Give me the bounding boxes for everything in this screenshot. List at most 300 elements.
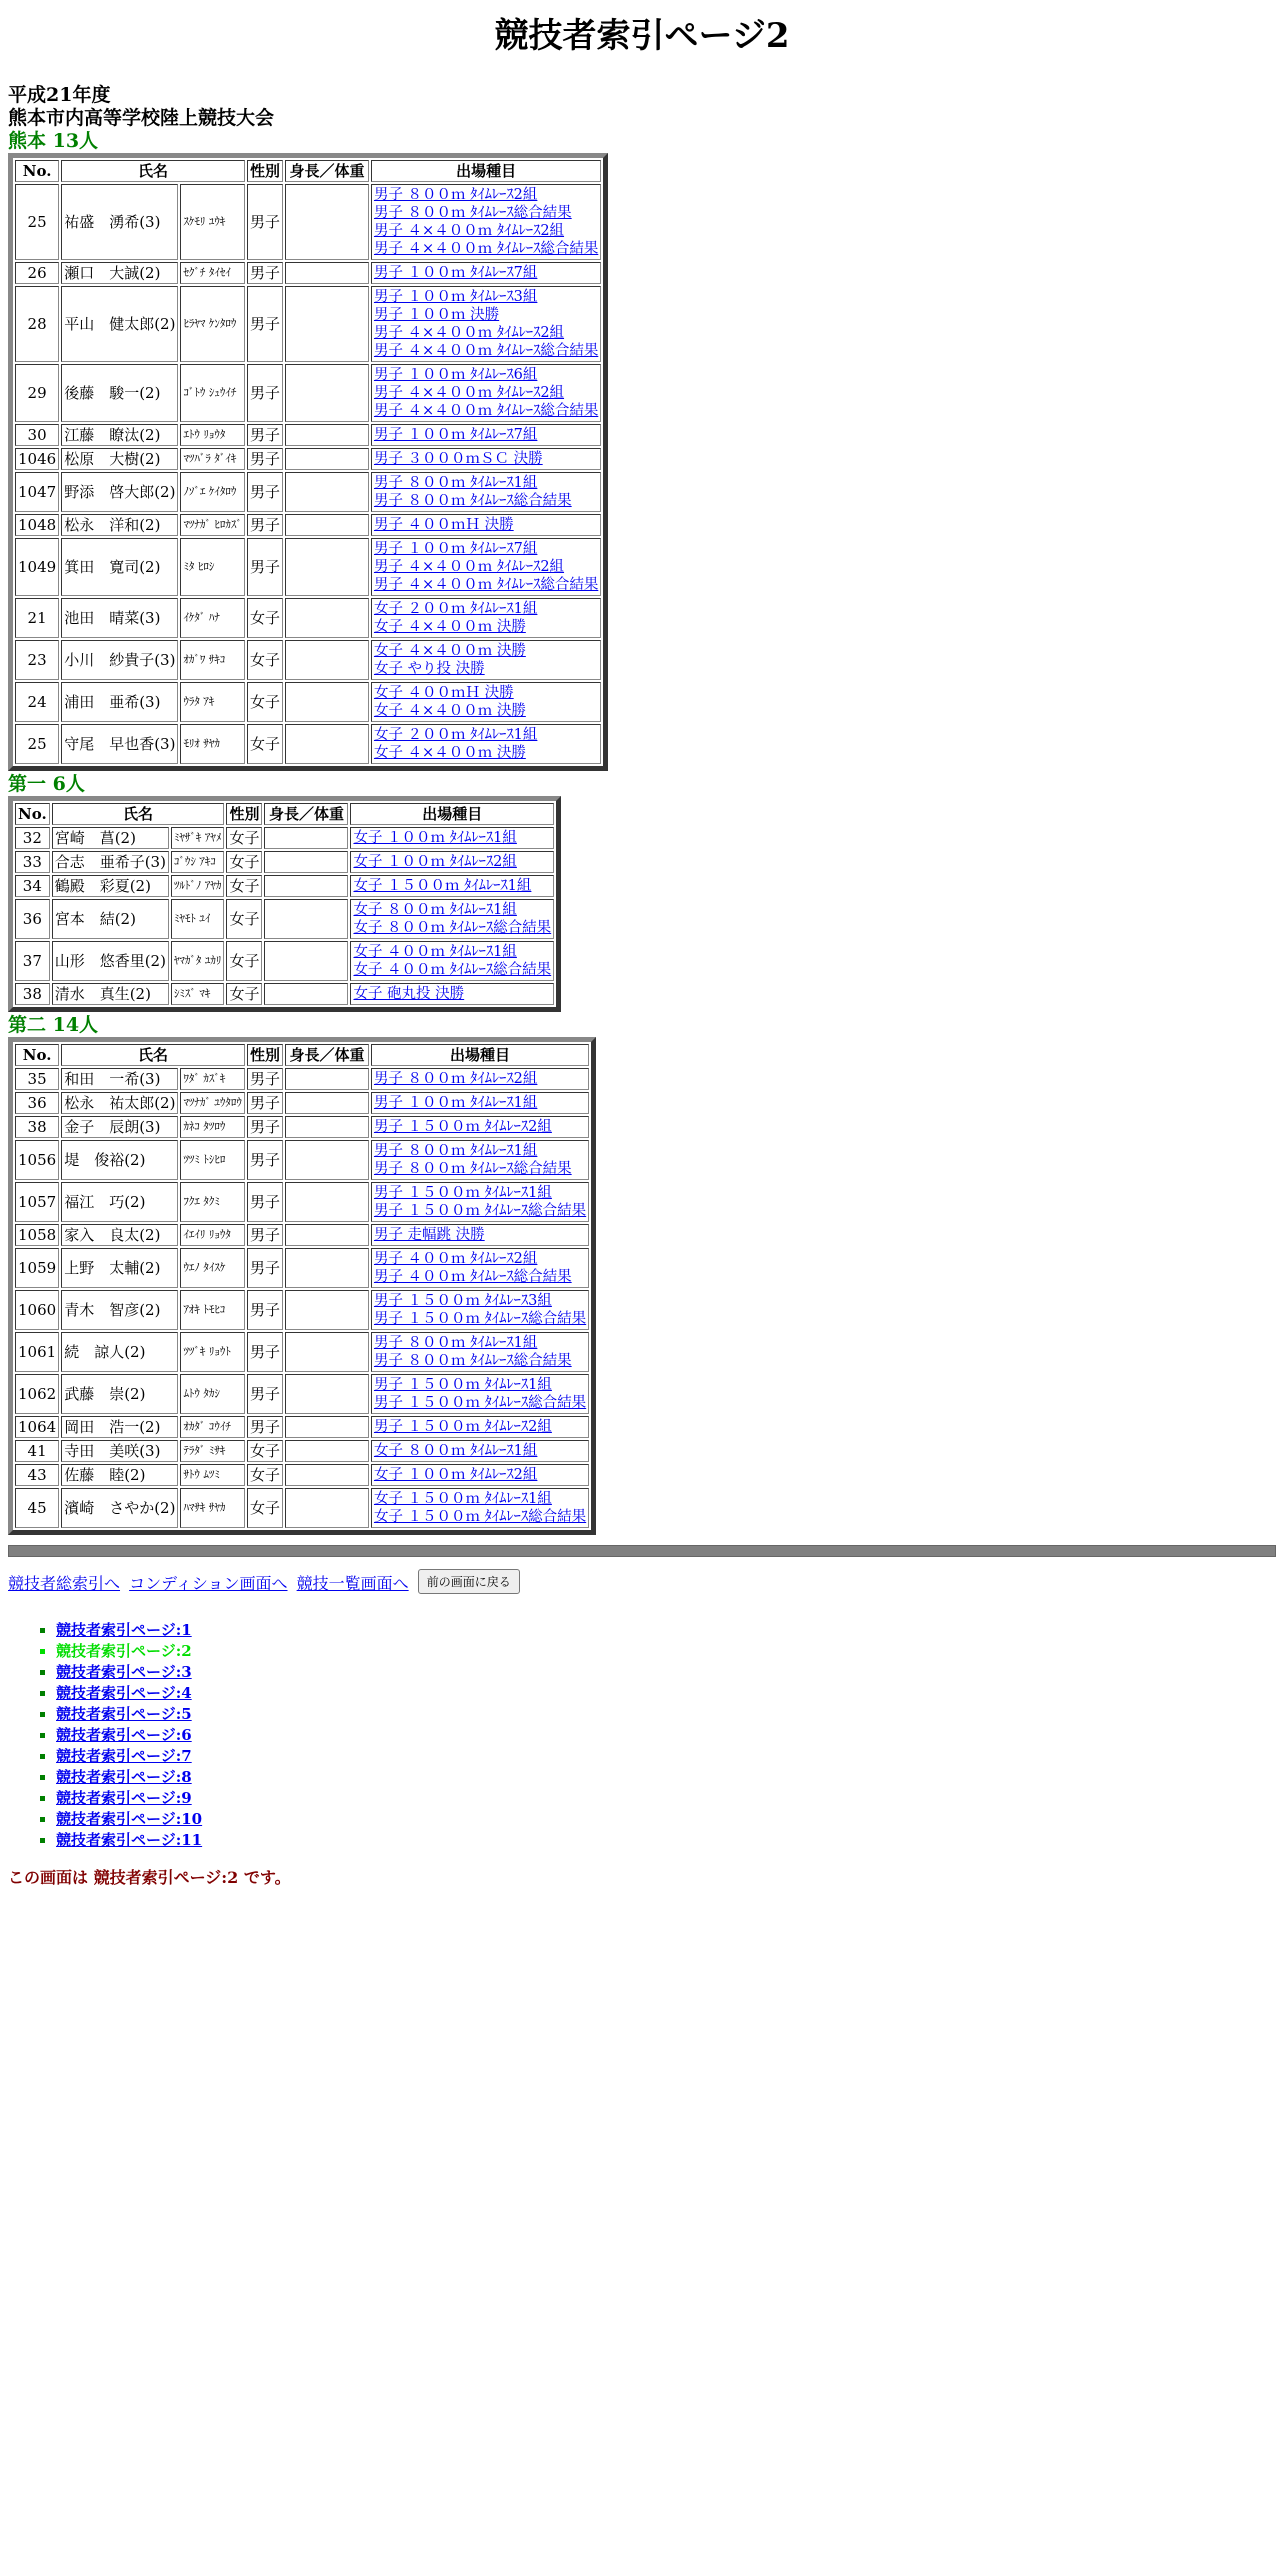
athlete-name: 福江 巧(2) xyxy=(61,1182,178,1222)
page-list-item[interactable] xyxy=(56,1683,1276,1704)
table-row xyxy=(15,262,601,284)
header-row xyxy=(15,803,554,825)
table-row xyxy=(15,1290,589,1330)
height-weight-cell xyxy=(285,1290,369,1330)
height-weight-cell xyxy=(285,1140,369,1180)
event-link[interactable]: 女子 ４００ｍ ﾀｲﾑﾚｰｽ1組 xyxy=(353,944,517,960)
height-weight-cell xyxy=(285,286,369,362)
athlete-kana: ﾋﾗﾔﾏ ｹﾝﾀﾛｳ xyxy=(180,286,245,362)
athlete-number: 23 xyxy=(15,640,59,680)
athlete-name: 祐盛 湧希(3) xyxy=(61,184,178,260)
page-list-item[interactable] xyxy=(56,1662,1276,1683)
event-link[interactable]: 男子 ８００ｍ ﾀｲﾑﾚｰｽ2組 xyxy=(373,1071,538,1087)
athlete-name: 宮本 結(2) xyxy=(52,899,169,939)
event-link[interactable]: 男子 ４×４００ｍ ﾀｲﾑﾚｰｽ2組 xyxy=(373,223,565,239)
page-link[interactable]: 競技者索引ページ:9 xyxy=(56,1789,192,1807)
table-row xyxy=(15,1140,589,1180)
athlete-kana: ｳﾗﾀ ｱｷ xyxy=(180,682,245,722)
team-label: 熊本 13人 xyxy=(8,130,99,152)
athlete-sex: 女子 xyxy=(247,640,283,680)
height-weight-cell xyxy=(285,514,369,536)
athlete-kana: ﾜﾀﾞ ｶｽﾞｷ xyxy=(180,1068,245,1090)
column-header: 身長／体重 xyxy=(285,160,369,182)
event-link[interactable]: 男子 １００ｍ 決勝 xyxy=(373,307,500,323)
athlete-sex: 男子 xyxy=(247,364,283,422)
athlete-name: 瀬口 大誠(2) xyxy=(61,262,178,284)
column-header: No. xyxy=(15,1044,59,1066)
athlete-number: 36 xyxy=(15,899,50,939)
height-weight-cell xyxy=(264,899,348,939)
table-row xyxy=(15,286,601,362)
table-row xyxy=(15,514,601,536)
event-link[interactable]: 男子 ４×４００ｍ ﾀｲﾑﾚｰｽ総合結果 xyxy=(373,241,599,257)
athlete-kana: ｳｴﾉ ﾀｲｽｹ xyxy=(180,1248,245,1288)
athlete-kana: ﾌｸｴ ﾀｸﾐ xyxy=(180,1182,245,1222)
events-cell xyxy=(371,538,601,596)
year-label: 平成21年度 xyxy=(8,84,111,106)
link-condition[interactable]: コンディション画面へ xyxy=(129,1574,288,1593)
table-row xyxy=(15,184,601,260)
page-list xyxy=(8,1620,1276,1851)
events-cell xyxy=(371,514,601,536)
athlete-number: 1061 xyxy=(15,1332,59,1372)
page-list-item[interactable] xyxy=(56,1767,1276,1788)
table-row xyxy=(15,1464,589,1486)
page-list-item[interactable] xyxy=(56,1830,1276,1851)
athlete-sex: 女子 xyxy=(247,1440,283,1462)
events-cell xyxy=(371,1374,589,1414)
teams-container xyxy=(8,130,1276,1535)
athlete-name: 寺田 美咲(3) xyxy=(61,1440,178,1462)
athlete-number: 30 xyxy=(15,424,59,446)
link-all-index[interactable]: 競技者総索引へ xyxy=(8,1574,121,1593)
event-link[interactable]: 男子 １５００ｍ ﾀｲﾑﾚｰｽ総合結果 xyxy=(373,1395,587,1411)
athlete-sex: 男子 xyxy=(247,1116,283,1138)
athlete-number: 24 xyxy=(15,682,59,722)
athlete-kana: ﾐﾔﾓﾄ ﾕｲ xyxy=(171,899,225,939)
events-cell xyxy=(350,875,554,897)
athlete-kana: ﾑﾄｳ ﾀｶｼ xyxy=(180,1374,245,1414)
athlete-number: 25 xyxy=(15,184,59,260)
height-weight-cell xyxy=(285,1068,369,1090)
events-cell xyxy=(371,472,601,512)
athlete-name: 合志 亜希子(3) xyxy=(52,851,169,873)
athlete-number: 1059 xyxy=(15,1248,59,1288)
table-row xyxy=(15,983,554,1005)
athlete-number: 1057 xyxy=(15,1182,59,1222)
athlete-sex: 女子 xyxy=(226,899,262,939)
athlete-number: 1056 xyxy=(15,1140,59,1180)
event-link[interactable]: 男子 １００ｍ ﾀｲﾑﾚｰｽ7組 xyxy=(373,427,538,443)
athlete-kana: ﾏﾂﾅｶﾞ ﾋﾛｶｽﾞ xyxy=(180,514,245,536)
event-link[interactable]: 男子 ４００ｍＨ 決勝 xyxy=(373,517,514,533)
athlete-sex: 男子 xyxy=(247,448,283,470)
athlete-number: 1047 xyxy=(15,472,59,512)
athlete-name: 松永 洋和(2) xyxy=(61,514,178,536)
event-link[interactable]: 女子 ４×４００ｍ 決勝 xyxy=(373,643,526,659)
events-cell xyxy=(350,827,554,849)
table-row xyxy=(15,640,601,680)
page-list-item: ▪ 競技者索引ページ:2 xyxy=(56,1641,1276,1662)
page-link[interactable]: 競技者索引ページ:5 xyxy=(56,1705,192,1723)
athlete-sex: 男子 xyxy=(247,1224,283,1246)
event-link[interactable]: 男子 ４００ｍ ﾀｲﾑﾚｰｽ2組 xyxy=(373,1251,538,1267)
events-cell xyxy=(371,448,601,470)
page-link[interactable]: 競技者索引ページ:10 xyxy=(56,1810,203,1828)
event-link[interactable]: 男子 １５００ｍ ﾀｲﾑﾚｰｽ2組 xyxy=(373,1119,552,1135)
events-cell xyxy=(371,1248,589,1288)
athlete-sex: 男子 xyxy=(247,1068,283,1090)
table-row xyxy=(15,851,554,873)
height-weight-cell xyxy=(285,1440,369,1462)
athlete-number: 32 xyxy=(15,827,50,849)
athlete-kana: ﾊﾏｻｷ ｻﾔｶ xyxy=(180,1488,245,1528)
event-link[interactable]: 男子 １５００ｍ ﾀｲﾑﾚｰｽ総合結果 xyxy=(373,1203,587,1219)
event-link[interactable]: 男子 １００ｍ ﾀｲﾑﾚｰｽ3組 xyxy=(373,289,538,305)
height-weight-cell xyxy=(264,827,348,849)
events-cell xyxy=(371,1290,589,1330)
event-link[interactable]: 男子 １００ｍ ﾀｲﾑﾚｰｽ7組 xyxy=(373,541,538,557)
events-cell xyxy=(371,1182,589,1222)
team-table xyxy=(8,796,561,1012)
athlete-sex: 女子 xyxy=(226,983,262,1005)
athlete-number: 35 xyxy=(15,1068,59,1090)
athlete-sex: 男子 xyxy=(247,1374,283,1414)
page-list-item[interactable] xyxy=(56,1725,1276,1746)
event-link[interactable]: 女子 ８００ｍ ﾀｲﾑﾚｰｽ1組 xyxy=(353,902,517,918)
athlete-name: 松永 祐太郎(2) xyxy=(61,1092,178,1114)
event-link[interactable]: 女子 ４×４００ｍ 決勝 xyxy=(373,703,526,719)
event-link[interactable]: 女子 １００ｍ ﾀｲﾑﾚｰｽ2組 xyxy=(373,1467,538,1483)
table-row xyxy=(15,875,554,897)
event-link[interactable]: 女子 １００ｍ ﾀｲﾑﾚｰｽ1組 xyxy=(353,830,517,846)
athlete-number: 1046 xyxy=(15,448,59,470)
event-link[interactable]: 男子 ８００ｍ ﾀｲﾑﾚｰｽ総合結果 xyxy=(373,1353,572,1369)
athlete-number: 25 xyxy=(15,724,59,764)
event-link[interactable]: 女子 １５００ｍ ﾀｲﾑﾚｰｽ総合結果 xyxy=(373,1509,587,1525)
table-row xyxy=(15,364,601,422)
page-link[interactable]: 競技者索引ページ:8 xyxy=(56,1768,192,1786)
athlete-kana: ﾏﾂﾅｶﾞ ﾕｳﾀﾛｳ xyxy=(180,1092,245,1114)
athlete-name: 池田 晴菜(3) xyxy=(61,598,178,638)
athlete-number: 38 xyxy=(15,983,50,1005)
athlete-name: 浦田 亜希(3) xyxy=(61,682,178,722)
header-row xyxy=(15,160,601,182)
table-row xyxy=(15,941,554,981)
athlete-name: 和田 一希(3) xyxy=(61,1068,178,1090)
table-row xyxy=(15,827,554,849)
table-row xyxy=(15,899,554,939)
table-row xyxy=(15,1248,589,1288)
page-link[interactable]: 競技者索引ページ:7 xyxy=(56,1747,192,1765)
link-event-list[interactable]: 競技一覧画面へ xyxy=(296,1574,409,1593)
events-cell xyxy=(371,1332,589,1372)
table-row xyxy=(15,448,601,470)
event-link[interactable]: 男子 ８００ｍ ﾀｲﾑﾚｰｽ総合結果 xyxy=(373,205,572,221)
athlete-number: 1058 xyxy=(15,1224,59,1246)
column-header: 身長／体重 xyxy=(285,1044,369,1066)
events-cell xyxy=(371,682,601,722)
athlete-kana: ｵｶﾞﾜ ｻｷｺ xyxy=(180,640,245,680)
athlete-kana: ｶﾈｺ ﾀﾂﾛｳ xyxy=(180,1116,245,1138)
athlete-sex: 女子 xyxy=(247,1488,283,1528)
table-row xyxy=(15,1224,589,1246)
event-link[interactable]: 男子 １５００ｍ ﾀｲﾑﾚｰｽ1組 xyxy=(373,1185,552,1201)
events-cell xyxy=(350,851,554,873)
height-weight-cell xyxy=(285,682,369,722)
athlete-number: 34 xyxy=(15,875,50,897)
table-row xyxy=(15,1374,589,1414)
page-list-item[interactable] xyxy=(56,1788,1276,1809)
event-link[interactable]: 男子 ４×４００ｍ ﾀｲﾑﾚｰｽ総合結果 xyxy=(373,577,599,593)
height-weight-cell xyxy=(285,1182,369,1222)
athlete-kana: ﾐﾔｻﾞｷ ｱﾔﾒ xyxy=(171,827,225,849)
events-cell xyxy=(371,364,601,422)
column-header: 性別 xyxy=(247,1044,283,1066)
page-list-item[interactable] xyxy=(56,1746,1276,1767)
team-label: 第二 14人 xyxy=(8,1014,99,1036)
athlete-sex: 男子 xyxy=(247,538,283,596)
height-weight-cell xyxy=(285,1248,369,1288)
athlete-kana: ﾔﾏｶﾞﾀ ﾕｶﾘ xyxy=(171,941,225,981)
events-cell xyxy=(371,1092,589,1114)
table-row xyxy=(15,472,601,512)
athlete-name: 小川 紗貴子(3) xyxy=(61,640,178,680)
events-cell xyxy=(371,184,601,260)
page-link[interactable]: 競技者索引ページ:1 xyxy=(56,1621,192,1639)
event-link[interactable]: 男子 １００ｍ ﾀｲﾑﾚｰｽ6組 xyxy=(373,367,538,383)
events-cell xyxy=(371,1464,589,1486)
height-weight-cell xyxy=(264,875,348,897)
table-row xyxy=(15,682,601,722)
events-cell xyxy=(350,899,554,939)
events-cell xyxy=(371,286,601,362)
athlete-number: 41 xyxy=(15,1440,59,1462)
page-link[interactable]: 競技者索引ページ:3 xyxy=(56,1663,192,1681)
athlete-number: 21 xyxy=(15,598,59,638)
event-link[interactable]: 男子 ４×４００ｍ ﾀｲﾑﾚｰｽ総合結果 xyxy=(373,403,599,419)
athlete-name: 続 諒人(2) xyxy=(61,1332,178,1372)
table-row xyxy=(15,1488,589,1528)
column-header: 身長／体重 xyxy=(264,803,348,825)
table-row xyxy=(15,598,601,638)
athlete-number: 33 xyxy=(15,851,50,873)
athlete-kana: ｴﾄｳ ﾘｮｳﾀ xyxy=(180,424,245,446)
athlete-name: 家入 良太(2) xyxy=(61,1224,178,1246)
event-link[interactable]: 男子 ４×４００ｍ ﾀｲﾑﾚｰｽ総合結果 xyxy=(373,343,599,359)
athlete-number: 1060 xyxy=(15,1290,59,1330)
event-link[interactable]: 男子 ８００ｍ ﾀｲﾑﾚｰｽ1組 xyxy=(373,475,538,491)
table-row xyxy=(15,1332,589,1372)
nav-links xyxy=(8,1569,1276,1594)
event-link[interactable]: 女子 ８００ｍ ﾀｲﾑﾚｰｽ1組 xyxy=(373,1443,538,1459)
athlete-name: 上野 太輔(2) xyxy=(61,1248,178,1288)
athlete-sex: 女子 xyxy=(247,1464,283,1486)
page-list-item[interactable] xyxy=(56,1620,1276,1641)
athlete-sex: 男子 xyxy=(247,286,283,362)
athlete-sex: 男子 xyxy=(247,514,283,536)
event-link[interactable]: 男子 ８００ｍ ﾀｲﾑﾚｰｽ1組 xyxy=(373,1335,538,1351)
event-link[interactable]: 男子 ４×４００ｍ ﾀｲﾑﾚｰｽ2組 xyxy=(373,385,565,401)
event-link[interactable]: 男子 １５００ｍ ﾀｲﾑﾚｰｽ3組 xyxy=(373,1293,552,1309)
athlete-kana: ﾂﾂﾞｷ ﾘｮｳﾄ xyxy=(180,1332,245,1372)
athlete-sex: 女子 xyxy=(247,682,283,722)
event-link[interactable]: 男子 ４×４００ｍ ﾀｲﾑﾚｰｽ2組 xyxy=(373,325,565,341)
athlete-kana: ｺﾞｳｼ ｱｷｺ xyxy=(171,851,225,873)
athlete-sex: 女子 xyxy=(226,941,262,981)
event-link[interactable]: 女子 １５００ｍ ﾀｲﾑﾚｰｽ1組 xyxy=(353,878,532,894)
athlete-kana: ｻﾄｳ ﾑﾂﾐ xyxy=(180,1464,245,1486)
divider-bar xyxy=(8,1545,1276,1557)
table-row xyxy=(15,724,601,764)
athlete-name: 濱崎 さやか(2) xyxy=(61,1488,178,1528)
event-link[interactable]: 男子 １５００ｍ ﾀｲﾑﾚｰｽ2組 xyxy=(373,1419,552,1435)
table-row xyxy=(15,1182,589,1222)
athlete-sex: 男子 xyxy=(247,262,283,284)
page-link[interactable]: 競技者索引ページ:6 xyxy=(56,1726,192,1744)
athlete-number: 45 xyxy=(15,1488,59,1528)
events-cell xyxy=(350,983,554,1005)
athlete-name: 野添 啓大郎(2) xyxy=(61,472,178,512)
athlete-kana: ﾏﾂﾊﾞﾗ ﾀﾞｲｷ xyxy=(180,448,245,470)
events-cell xyxy=(371,1488,589,1528)
event-link[interactable]: 女子 １５００ｍ ﾀｲﾑﾚｰｽ1組 xyxy=(373,1491,552,1507)
event-link[interactable]: 男子 １００ｍ ﾀｲﾑﾚｰｽ1組 xyxy=(373,1095,538,1111)
column-header: 性別 xyxy=(247,160,283,182)
page-list-item[interactable] xyxy=(56,1809,1276,1830)
event-link[interactable]: 男子 走幅跳 決勝 xyxy=(373,1227,485,1243)
header-row xyxy=(15,1044,589,1066)
event-link[interactable]: 女子 ４００ｍ ﾀｲﾑﾚｰｽ総合結果 xyxy=(353,962,552,978)
athlete-kana: ﾐﾀ ﾋﾛｼ xyxy=(180,538,245,596)
athlete-name: 青木 智彦(2) xyxy=(61,1290,178,1330)
event-link[interactable]: 男子 ８００ｍ ﾀｲﾑﾚｰｽ総合結果 xyxy=(373,493,572,509)
event-link[interactable]: 男子 ８００ｍ ﾀｲﾑﾚｰｽ総合結果 xyxy=(373,1161,572,1177)
events-cell xyxy=(371,262,601,284)
athlete-sex: 女子 xyxy=(226,851,262,873)
event-link[interactable]: 女子 砲丸投 決勝 xyxy=(353,986,465,1002)
event-link[interactable]: 女子 ２００ｍ ﾀｲﾑﾚｰｽ1組 xyxy=(373,601,538,617)
event-link[interactable]: 男子 １００ｍ ﾀｲﾑﾚｰｽ7組 xyxy=(373,265,538,281)
athlete-kana: ﾃﾗﾀﾞ ﾐｻｷ xyxy=(180,1440,245,1462)
event-link[interactable]: 女子 ４×４００ｍ 決勝 xyxy=(373,745,526,761)
height-weight-cell xyxy=(285,1464,369,1486)
event-link[interactable]: 男子 １５００ｍ ﾀｲﾑﾚｰｽ1組 xyxy=(373,1377,552,1393)
table-row xyxy=(15,1092,589,1114)
athlete-name: 守尾 早也香(3) xyxy=(61,724,178,764)
athlete-sex: 男子 xyxy=(247,1248,283,1288)
height-weight-cell xyxy=(264,851,348,873)
event-link[interactable]: 女子 ２００ｍ ﾀｲﾑﾚｰｽ1組 xyxy=(373,727,538,743)
events-cell xyxy=(371,1416,589,1438)
table-row xyxy=(15,538,601,596)
height-weight-cell xyxy=(285,1332,369,1372)
events-cell xyxy=(350,941,554,981)
athlete-number: 38 xyxy=(15,1116,59,1138)
height-weight-cell xyxy=(264,983,348,1005)
event-link[interactable]: 女子 ４×４００ｍ 決勝 xyxy=(373,619,526,635)
height-weight-cell xyxy=(285,538,369,596)
event-link[interactable]: 女子 ８００ｍ ﾀｲﾑﾚｰｽ総合結果 xyxy=(353,920,552,936)
page-link[interactable]: 競技者索引ページ:11 xyxy=(56,1831,203,1849)
events-cell xyxy=(371,1224,589,1246)
page-title: 競技者索引ページ2 xyxy=(494,16,790,56)
team-table xyxy=(8,1037,596,1535)
table-row xyxy=(15,424,601,446)
athlete-kana: ｲｴｲﾘ ﾘｮｳﾀ xyxy=(180,1224,245,1246)
event-link[interactable]: 女子 １００ｍ ﾀｲﾑﾚｰｽ2組 xyxy=(353,854,517,870)
height-weight-cell xyxy=(285,1092,369,1114)
team-table xyxy=(8,153,608,771)
athlete-number: 1049 xyxy=(15,538,59,596)
athlete-name: 後藤 駿一(2) xyxy=(61,364,178,422)
athlete-sex: 男子 xyxy=(247,1290,283,1330)
height-weight-cell xyxy=(285,640,369,680)
height-weight-cell xyxy=(285,598,369,638)
table-row xyxy=(15,1116,589,1138)
athlete-number: 1048 xyxy=(15,514,59,536)
events-cell xyxy=(371,640,601,680)
athlete-number: 28 xyxy=(15,286,59,362)
column-header: 性別 xyxy=(226,803,262,825)
athlete-number: 43 xyxy=(15,1464,59,1486)
athlete-name: 堤 俊裕(2) xyxy=(61,1140,178,1180)
event-link[interactable]: 女子 やり投 決勝 xyxy=(373,661,485,677)
athlete-kana: ｾｸﾞﾁ ﾀｲｾｲ xyxy=(180,262,245,284)
footer-note: この画面は 競技者索引ページ:2 です。 xyxy=(8,1868,291,1887)
event-link[interactable]: 男子 ３０００ｍＳＣ 決勝 xyxy=(373,451,543,467)
athlete-sex: 女子 xyxy=(226,875,262,897)
events-cell xyxy=(371,424,601,446)
event-link[interactable]: 男子 ８００ｍ ﾀｲﾑﾚｰｽ1組 xyxy=(373,1143,538,1159)
height-weight-cell xyxy=(285,262,369,284)
athlete-number: 1064 xyxy=(15,1416,59,1438)
athlete-sex: 男子 xyxy=(247,1332,283,1372)
height-weight-cell xyxy=(264,941,348,981)
meet-name: 熊本市内高等学校陸上競技大会 xyxy=(8,107,275,129)
athlete-name: 平山 健太郎(2) xyxy=(61,286,178,362)
height-weight-cell xyxy=(285,184,369,260)
table-row xyxy=(15,1068,589,1090)
event-link[interactable]: 男子 ４００ｍ ﾀｲﾑﾚｰｽ総合結果 xyxy=(373,1269,572,1285)
height-weight-cell xyxy=(285,724,369,764)
athlete-sex: 男子 xyxy=(247,424,283,446)
height-weight-cell xyxy=(285,1224,369,1246)
page-list-item[interactable] xyxy=(56,1704,1276,1725)
athlete-name: 金子 辰朗(3) xyxy=(61,1116,178,1138)
athlete-kana: ｺﾞﾄｳ ｼｭｳｲﾁ xyxy=(180,364,245,422)
athlete-kana: ﾉｿﾞｴ ｹｲﾀﾛｳ xyxy=(180,472,245,512)
athlete-sex: 女子 xyxy=(247,724,283,764)
athlete-number: 29 xyxy=(15,364,59,422)
events-cell xyxy=(371,1068,589,1090)
page-link[interactable]: 競技者索引ページ:4 xyxy=(56,1684,192,1702)
table-row xyxy=(15,1416,589,1438)
event-link[interactable]: 男子 ４×４００ｍ ﾀｲﾑﾚｰｽ2組 xyxy=(373,559,565,575)
athlete-kana: ﾂﾂﾐ ﾄｼﾋﾛ xyxy=(180,1140,245,1180)
event-link[interactable]: 女子 ４００ｍＨ 決勝 xyxy=(373,685,514,701)
event-link[interactable]: 男子 １５００ｍ ﾀｲﾑﾚｰｽ総合結果 xyxy=(373,1311,587,1327)
athlete-sex: 男子 xyxy=(247,472,283,512)
events-cell xyxy=(371,724,601,764)
event-link[interactable]: 男子 ８００ｍ ﾀｲﾑﾚｰｽ2組 xyxy=(373,187,538,203)
athlete-name: 箕田 寛司(2) xyxy=(61,538,178,596)
height-weight-cell xyxy=(285,1416,369,1438)
athlete-name: 松原 大樹(2) xyxy=(61,448,178,470)
athlete-number: 37 xyxy=(15,941,50,981)
back-button[interactable]: 前の画面に戻る xyxy=(418,1569,520,1594)
events-cell xyxy=(371,598,601,638)
